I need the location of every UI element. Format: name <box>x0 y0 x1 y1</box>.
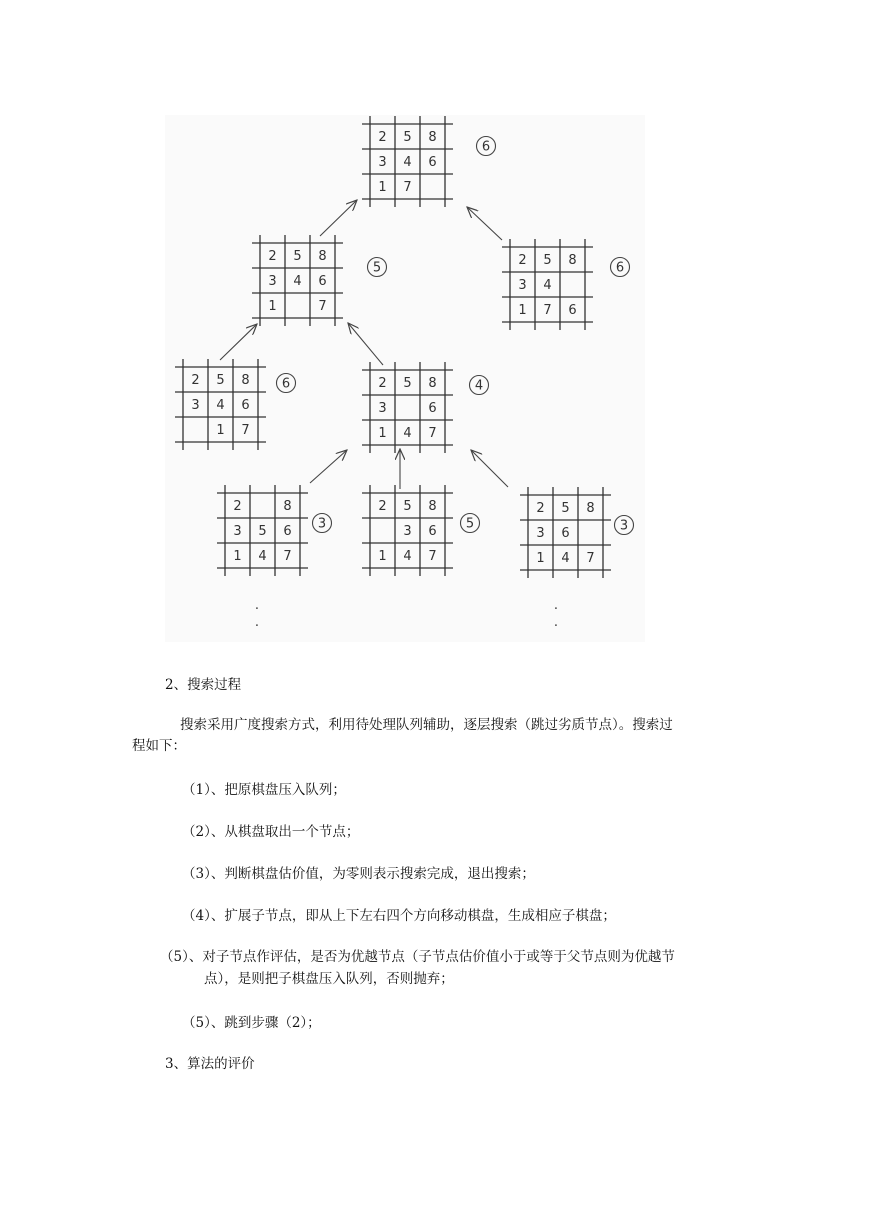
board-cell: 5 <box>543 253 552 268</box>
board-level3-right <box>520 487 634 578</box>
board-cell: 6 <box>568 303 577 318</box>
tree-arrow <box>220 324 257 360</box>
board-level2-left <box>175 359 296 450</box>
board-cell: 8 <box>241 373 250 388</box>
board-cell: 4 <box>403 155 412 170</box>
board-root <box>362 116 496 207</box>
board-cell: 5 <box>561 501 570 516</box>
board-cell: 7 <box>428 426 437 441</box>
board-level3-center <box>362 485 480 576</box>
board-cell: 4 <box>403 549 412 564</box>
score-value: 4 <box>474 378 484 394</box>
board-cell: 8 <box>283 499 292 514</box>
paragraph-intro-line-2: 程如下： <box>132 738 186 754</box>
board-cell: 5 <box>403 376 412 391</box>
board-cell: 8 <box>428 130 437 145</box>
board-cell: 3 <box>191 398 200 413</box>
board-cell: 6 <box>283 524 292 539</box>
board-cell: 4 <box>216 398 225 413</box>
board-cell: 7 <box>428 549 437 564</box>
board-cell: 8 <box>568 253 577 268</box>
board-cell: 3 <box>233 524 242 539</box>
score-value: 5 <box>372 260 382 276</box>
board-cell: 4 <box>561 551 570 566</box>
board-cell: 2 <box>378 376 387 391</box>
board-cell: 7 <box>403 180 412 195</box>
board-cell: 8 <box>428 376 437 391</box>
board-cell: 2 <box>378 499 387 514</box>
board-cell: 1 <box>536 551 545 566</box>
score-value: 5 <box>465 516 475 532</box>
board-cell: 7 <box>318 299 327 314</box>
section-heading-search-process: 2、搜索过程 <box>165 677 242 693</box>
step-2: （2）、从棋盘取出一个节点； <box>182 824 360 840</box>
ellipsis-dot: · <box>553 602 559 617</box>
board-cell: 2 <box>378 130 387 145</box>
score-value: 6 <box>615 260 625 276</box>
board-cell: 7 <box>586 551 595 566</box>
board-cell: 4 <box>403 426 412 441</box>
step-5-line-1: （5）、对子节点作评估，是否为优越节点（子节点估价值小于或等于父节点则为优越节 <box>160 949 675 965</box>
board-cell: 2 <box>191 373 200 388</box>
board-cell: 6 <box>318 274 327 289</box>
board-cell: 1 <box>378 426 387 441</box>
board-cell: 1 <box>216 423 225 438</box>
board-cell: 1 <box>268 299 277 314</box>
board-level1-left <box>252 235 387 326</box>
board-cell: 3 <box>403 524 412 539</box>
board-cell: 8 <box>318 249 327 264</box>
board-cell: 1 <box>233 549 242 564</box>
paragraph-intro-line-1: 搜索采用广度搜索方式，利用待处理队列辅助，逐层搜索（跳过劣质节点）。搜索过 <box>180 717 673 733</box>
board-cell: 4 <box>293 274 302 289</box>
tree-arrow <box>348 323 383 365</box>
board-cell: 3 <box>518 278 527 293</box>
board-cell: 7 <box>283 549 292 564</box>
board-cell: 3 <box>268 274 277 289</box>
board-cell: 3 <box>378 401 387 416</box>
board-cell: 2 <box>518 253 527 268</box>
ellipsis-dot: · <box>553 619 559 634</box>
search-tree-diagram <box>165 115 645 642</box>
board-cell: 2 <box>536 501 545 516</box>
board-cell: 2 <box>268 249 277 264</box>
step-3: （3）、判断棋盘估价值，为零则表示搜索完成，退出搜索； <box>182 866 535 882</box>
board-cell: 6 <box>561 526 570 541</box>
board-cell: 5 <box>216 373 225 388</box>
board-cell: 6 <box>241 398 250 413</box>
board-cell: 4 <box>258 549 267 564</box>
score-value: 6 <box>481 139 491 155</box>
board-cell: 5 <box>403 130 412 145</box>
tree-arrow <box>320 200 357 236</box>
section-heading-algorithm-evaluation: 3、算法的评价 <box>165 1056 255 1072</box>
score-value: 3 <box>317 516 327 532</box>
board-cell: 8 <box>428 499 437 514</box>
tree-arrow <box>471 450 508 487</box>
search-tree-figure <box>165 115 645 642</box>
board-cell: 2 <box>233 499 242 514</box>
board-cell: 4 <box>543 278 552 293</box>
ellipsis-dot: · <box>254 619 260 634</box>
score-value: 6 <box>281 376 291 392</box>
ellipsis-dot: · <box>254 602 260 617</box>
board-level1-right <box>502 239 630 330</box>
tree-arrow <box>467 207 502 240</box>
board-cell: 1 <box>518 303 527 318</box>
board-cell: 3 <box>536 526 545 541</box>
board-cell: 6 <box>428 401 437 416</box>
tree-arrow <box>310 450 347 483</box>
board-cell: 3 <box>378 155 387 170</box>
board-cell: 1 <box>378 180 387 195</box>
score-value: 3 <box>619 518 629 534</box>
board-cell: 5 <box>293 249 302 264</box>
board-cell: 1 <box>378 549 387 564</box>
step-1: （1）、把原棋盘压入队列； <box>182 782 346 798</box>
step-6: （5）、跳到步骤（2）； <box>182 1015 321 1031</box>
board-cell: 6 <box>428 524 437 539</box>
board-cell: 7 <box>543 303 552 318</box>
board-level3-left <box>217 485 332 576</box>
step-4: （4）、扩展子节点，即从上下左右四个方向移动棋盘，生成相应子棋盘； <box>182 908 616 924</box>
board-cell: 5 <box>258 524 267 539</box>
board-cell: 6 <box>428 155 437 170</box>
board-cell: 8 <box>586 501 595 516</box>
board-cell: 7 <box>241 423 250 438</box>
board-cell: 5 <box>403 499 412 514</box>
board-level2-center <box>362 362 489 453</box>
step-5-line-2: 点），是则把子棋盘压入队列，否则抛弃； <box>204 971 454 987</box>
